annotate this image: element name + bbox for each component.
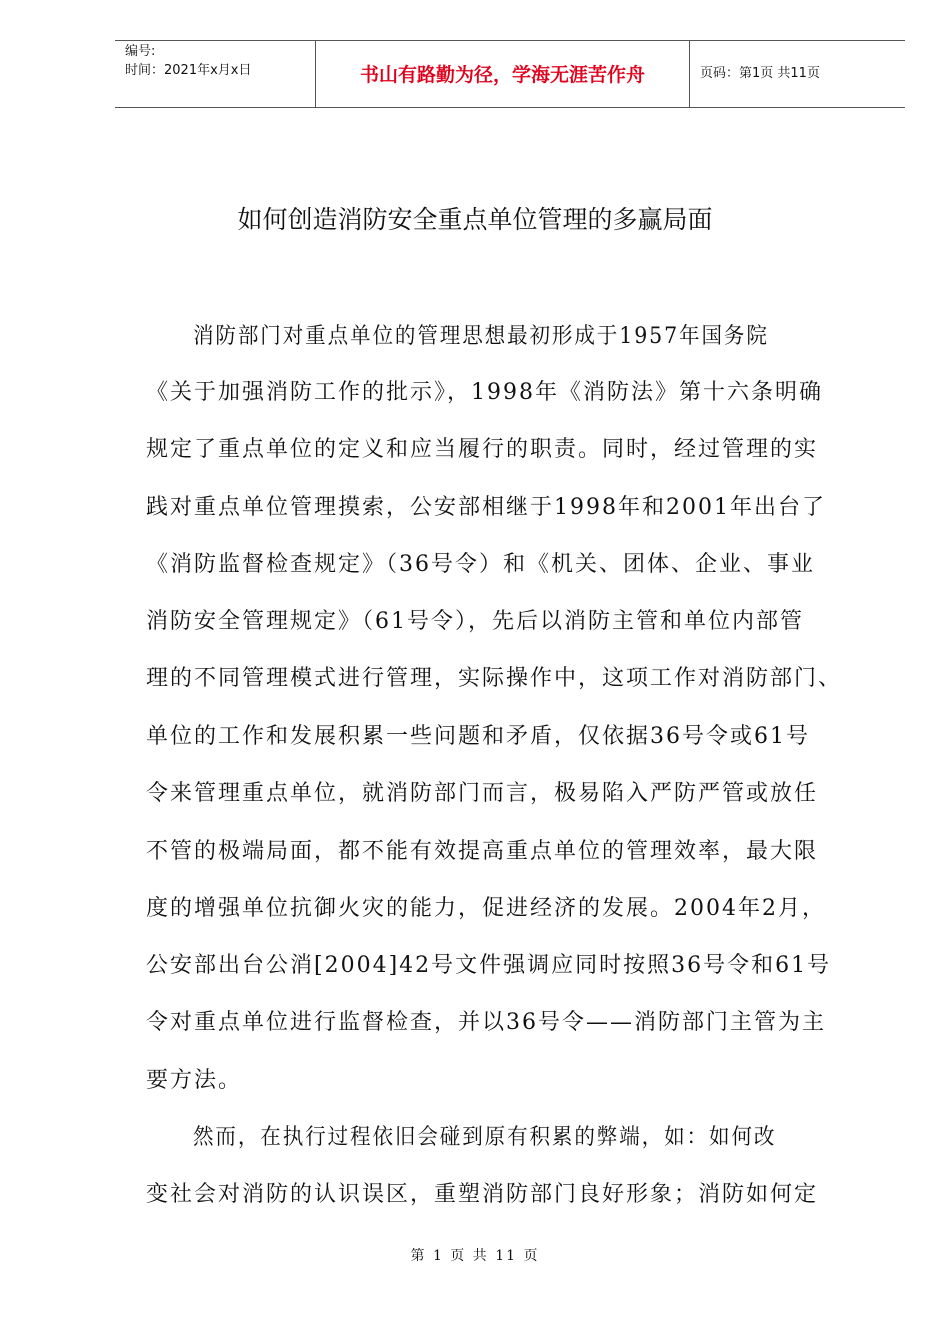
text-line: 公安部出台公消[2004]42号文件强调应同时按照36号令和61号	[146, 953, 832, 978]
text-line: 理的不同管理模式进行管理，实际操作中，这项工作对消防部门、	[146, 666, 843, 691]
page-info: 页码：第1页 共11页	[700, 66, 820, 81]
text-line: 然而，在执行过程依旧会碰到原有积累的弊端，如：如何改	[193, 1125, 777, 1150]
text-line: 消防安全管理规定》（61号令），先后以消防主管和单位内部管	[146, 609, 804, 634]
text-line: 《关于加强消防工作的批示》，1998年《消防法》第十六条明确	[146, 380, 823, 405]
text-line: 要方法。	[146, 1068, 243, 1093]
header-meta-cell	[115, 41, 316, 107]
page-footer: 第 1 页 共 11 页	[410, 1248, 540, 1264]
text-line: 变社会对消防的认识误区，重塑消防部门良好形象；消防如何定	[146, 1182, 819, 1207]
header-motto-cell	[316, 41, 690, 107]
time-label: 时间：2021年x月x日	[125, 63, 252, 78]
header-page-cell	[690, 41, 905, 107]
document-header	[115, 40, 905, 108]
document-title: 如何创造消防安全重点单位管理的多赢局面	[237, 205, 713, 234]
text-line: 不管的极端局面，都不能有效提高重点单位的管理效率，最大限	[146, 839, 819, 864]
text-line: 单位的工作和发展积累一些问题和矛盾，仅依据36号令或61号	[146, 724, 810, 749]
text-line: 《消防监督检查规定》（36号令）和《机关、团体、企业、事业	[146, 552, 815, 577]
text-line: 消防部门对重点单位的管理思想最初形成于1957年国务院	[193, 324, 769, 349]
text-line: 度的增强单位抗御火灾的能力，促进经济的发展。2004年2月，	[146, 896, 826, 921]
text-line: 践对重点单位管理摸索，公安部相继于1998年和2001年出台了	[146, 495, 826, 520]
text-line: 令来管理重点单位，就消防部门而言，极易陷入严防严管或放任	[146, 781, 819, 806]
text-line: 令对重点单位进行监督检查，并以36号令——消防部门主管为主	[146, 1010, 826, 1035]
text-line: 规定了重点单位的定义和应当履行的职责。同时，经过管理的实	[146, 437, 819, 462]
number-label: 编号:	[125, 44, 156, 59]
motto-text: 书山有路勤为径，学海无涯苦作舟	[359, 64, 645, 86]
